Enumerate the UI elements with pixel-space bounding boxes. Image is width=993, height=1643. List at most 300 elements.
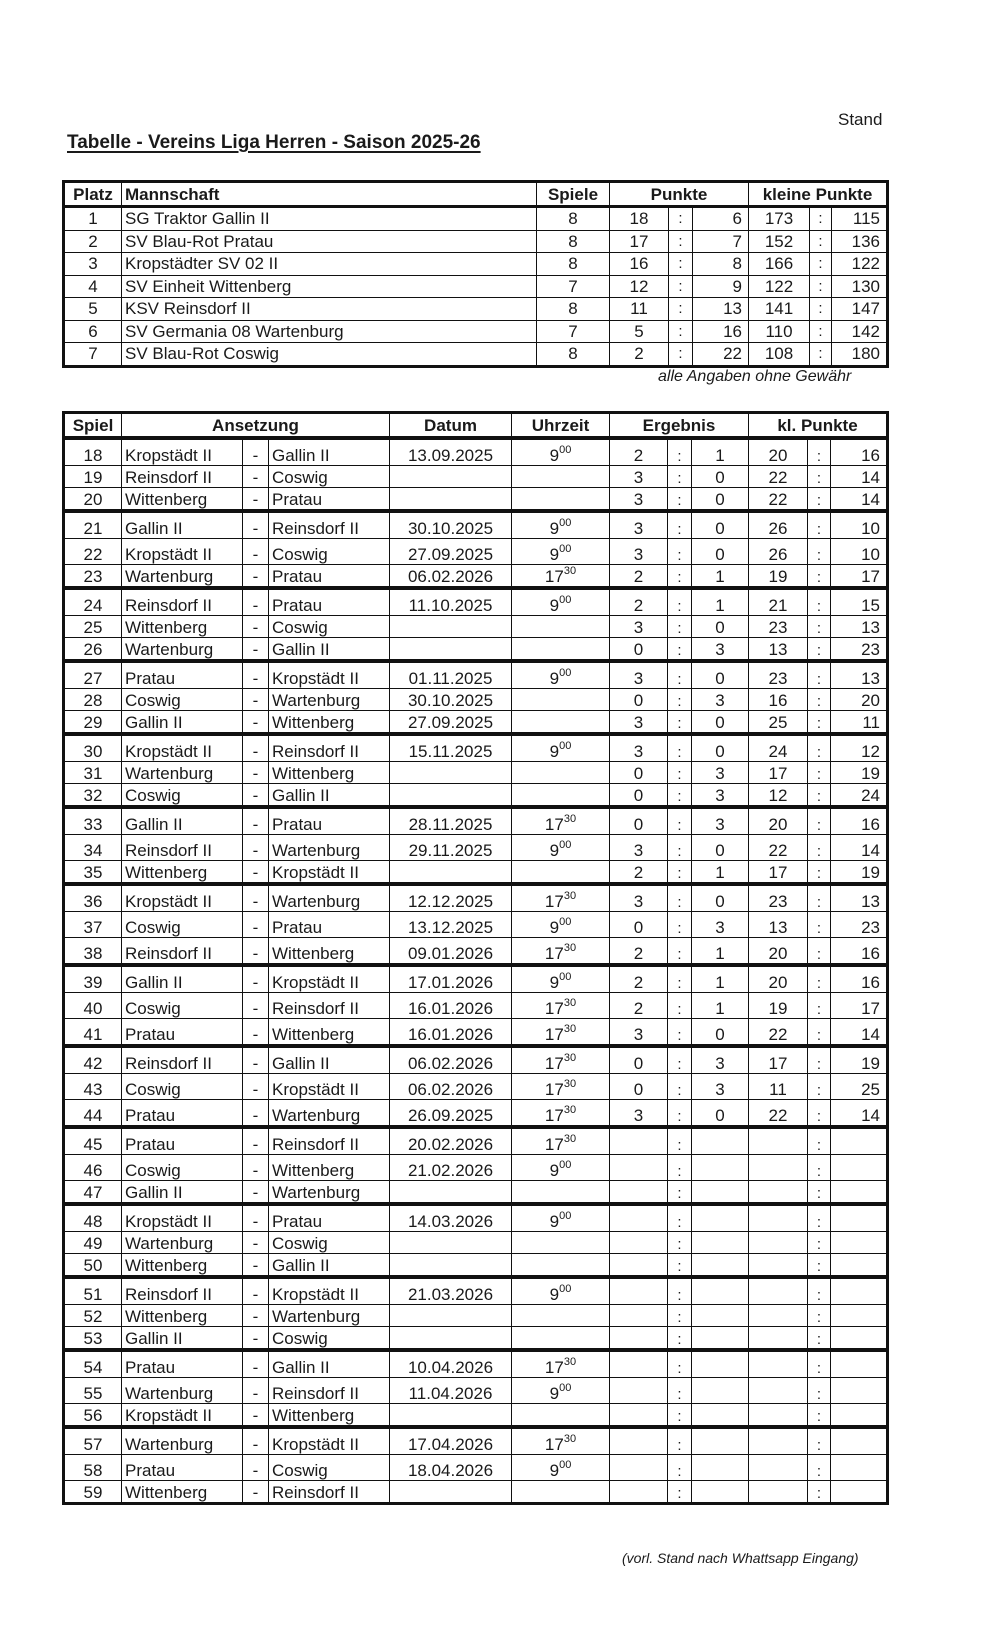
uhrzeit-minute: 30: [563, 1356, 577, 1368]
away-team-cell: Pratau: [269, 912, 390, 938]
spiel-nr-cell: 55: [64, 1378, 122, 1404]
datum-cell: 17.04.2026: [390, 1427, 512, 1455]
away-team-cell: Coswig: [269, 1455, 390, 1481]
home-team-cell: Wittenberg: [122, 861, 243, 885]
kl-punkte-colon: :: [808, 912, 831, 938]
kl-punkte-colon: :: [808, 1232, 831, 1254]
vs-dash: -: [243, 1204, 269, 1232]
kl-punkte-away-cell: [831, 1155, 888, 1181]
datum-cell: [390, 762, 512, 784]
uhrzeit-cell: [512, 711, 610, 735]
spiele-cell: 8: [537, 298, 610, 321]
kl-punkte-colon: :: [808, 993, 831, 1019]
vs-dash: -: [243, 1100, 269, 1128]
match-row: [64, 565, 888, 589]
uhrzeit-minute: 30: [563, 1023, 577, 1035]
kl-punkte-away-cell: 13: [831, 661, 888, 689]
kl-punkte-away-cell: [831, 1327, 888, 1351]
vs-dash: -: [243, 438, 269, 466]
ergebnis-away-cell: 1: [692, 938, 749, 966]
ergebnis-away-cell: [692, 1481, 749, 1504]
match-row: [64, 616, 888, 638]
uhrzeit-cell: [512, 1455, 610, 1481]
away-team-cell: Wartenburg: [269, 1100, 390, 1128]
uhrzeit-cell: [512, 1204, 610, 1232]
kleine-punkte-colon: :: [810, 343, 832, 367]
kl-punkte-away-cell: [831, 1378, 888, 1404]
away-team-cell: Pratau: [269, 488, 390, 512]
kl-punkte-home-cell: 19: [749, 993, 808, 1019]
uhrzeit-cell: [512, 511, 610, 539]
uhrzeit-minute: 00: [559, 839, 572, 851]
home-team-cell: Pratau: [122, 661, 243, 689]
kl-punkte-home-cell: [749, 1481, 808, 1504]
ergebnis-colon: :: [668, 1181, 692, 1205]
kl-punkte-home-cell: 25: [749, 711, 808, 735]
vs-dash: -: [243, 1254, 269, 1278]
ergebnis-away-cell: [692, 1232, 749, 1254]
ergebnis-home-cell: 3: [610, 884, 668, 912]
punkte-minus-cell: 22: [693, 343, 749, 367]
ergebnis-colon: :: [668, 861, 692, 885]
kleine-punkte-plus-cell: 110: [749, 320, 810, 343]
vs-dash: -: [243, 861, 269, 885]
kl-punkte-home-cell: [749, 1404, 808, 1428]
uhrzeit-minute: 00: [559, 594, 572, 606]
vs-dash: -: [243, 711, 269, 735]
uhrzeit-cell: [512, 1232, 610, 1254]
kl-punkte-home-cell: 21: [749, 588, 808, 616]
ergebnis-colon: :: [668, 1155, 692, 1181]
away-team-cell: Wittenberg: [269, 711, 390, 735]
kleine-punkte-minus-cell: 130: [832, 275, 888, 298]
kl-punkte-away-cell: 15: [831, 588, 888, 616]
ergebnis-colon: :: [668, 884, 692, 912]
kl-punkte-home-cell: [749, 1232, 808, 1254]
kl-punkte-colon: :: [808, 1327, 831, 1351]
kl-punkte-colon: :: [808, 616, 831, 638]
kl-punkte-home-cell: 24: [749, 734, 808, 762]
vs-dash: -: [243, 466, 269, 488]
away-team-cell: Wittenberg: [269, 1404, 390, 1428]
spiele-cell: 8: [537, 253, 610, 276]
uhrzeit-minute: 30: [563, 1133, 577, 1145]
kleine-punkte-minus-cell: 142: [832, 320, 888, 343]
kl-punkte-colon: :: [808, 1305, 831, 1327]
away-team-cell: Kropstädt II: [269, 661, 390, 689]
match-row: [64, 1254, 888, 1278]
kl-punkte-home-cell: [749, 1427, 808, 1455]
ergebnis-away-cell: [692, 1327, 749, 1351]
team-name-cell: Kropstädter SV 02 II: [122, 253, 537, 276]
spiel-nr-cell: 26: [64, 638, 122, 662]
uhrzeit-minute: 00: [559, 916, 572, 928]
match-row: [64, 784, 888, 808]
ergebnis-home-cell: 3: [610, 539, 668, 565]
kl-punkte-home-cell: 22: [749, 1019, 808, 1047]
spiel-nr-cell: 47: [64, 1181, 122, 1205]
datum-cell: 21.03.2026: [390, 1277, 512, 1305]
kl-punkte-away-cell: 20: [831, 689, 888, 711]
punkte-minus-cell: 6: [693, 207, 749, 231]
ergebnis-away-cell: 3: [692, 1074, 749, 1100]
match-row: [64, 861, 888, 885]
team-name-cell: KSV Reinsdorf II: [122, 298, 537, 321]
kl-punkte-away-cell: 16: [831, 438, 888, 466]
header-mannschaft: Mannschaft: [122, 182, 537, 207]
match-row: [64, 1427, 888, 1455]
kleine-punkte-minus-cell: 115: [832, 207, 888, 231]
header-kl-punkte: kl. Punkte: [749, 413, 888, 439]
away-team-cell: Wittenberg: [269, 1155, 390, 1181]
header-spiel: Spiel: [64, 413, 122, 439]
datum-cell: 11.10.2025: [390, 588, 512, 616]
ergebnis-away-cell: 1: [692, 965, 749, 993]
uhrzeit-cell: [512, 1254, 610, 1278]
vs-dash: -: [243, 1019, 269, 1047]
kl-punkte-home-cell: 12: [749, 784, 808, 808]
uhrzeit-hour: 17: [544, 892, 564, 911]
disclaimer: alle Angaben ohne Gewähr: [658, 368, 852, 385]
kleine-punkte-plus-cell: 152: [749, 230, 810, 253]
datum-cell: 12.12.2025: [390, 884, 512, 912]
spiele-cell: 7: [537, 320, 610, 343]
spiel-nr-cell: 51: [64, 1277, 122, 1305]
uhrzeit-hour: 9: [549, 1212, 560, 1231]
kl-punkte-colon: :: [808, 734, 831, 762]
punkte-plus-cell: 11: [610, 298, 669, 321]
away-team-cell: Gallin II: [269, 638, 390, 662]
uhrzeit-hour: 9: [549, 742, 560, 761]
home-team-cell: Gallin II: [122, 511, 243, 539]
ergebnis-away-cell: 0: [692, 1019, 749, 1047]
ergebnis-away-cell: 1: [692, 588, 749, 616]
kl-punkte-home-cell: 22: [749, 835, 808, 861]
kl-punkte-away-cell: 14: [831, 1100, 888, 1128]
spiel-nr-cell: 22: [64, 539, 122, 565]
spiel-nr-cell: 52: [64, 1305, 122, 1327]
uhrzeit-minute: 00: [559, 543, 572, 555]
uhrzeit-hour: 17: [544, 1135, 564, 1154]
match-row: [64, 993, 888, 1019]
ergebnis-colon: :: [668, 1378, 692, 1404]
spiel-nr-cell: 49: [64, 1232, 122, 1254]
uhrzeit-cell: [512, 965, 610, 993]
uhrzeit-hour: 17: [544, 1025, 564, 1044]
uhrzeit-minute: 00: [559, 971, 572, 983]
home-team-cell: Pratau: [122, 1100, 243, 1128]
uhrzeit-hour: 9: [549, 519, 560, 538]
ergebnis-away-cell: 0: [692, 1100, 749, 1128]
datum-cell: [390, 1254, 512, 1278]
kl-punkte-home-cell: 23: [749, 884, 808, 912]
ergebnis-away-cell: 0: [692, 661, 749, 689]
ergebnis-home-cell: [610, 1327, 668, 1351]
away-team-cell: Reinsdorf II: [269, 511, 390, 539]
spiele-cell: 8: [537, 230, 610, 253]
uhrzeit-minute: 30: [563, 997, 577, 1009]
kleine-punkte-minus-cell: 180: [832, 343, 888, 367]
datum-cell: 15.11.2025: [390, 734, 512, 762]
uhrzeit-hour: 9: [549, 973, 560, 992]
match-row: [64, 1181, 888, 1205]
uhrzeit-cell: [512, 1074, 610, 1100]
kleine-punkte-colon: :: [810, 320, 832, 343]
spiel-nr-cell: 18: [64, 438, 122, 466]
uhrzeit-minute: 30: [563, 1052, 577, 1064]
spiel-nr-cell: 50: [64, 1254, 122, 1278]
punkte-minus-cell: 13: [693, 298, 749, 321]
match-row: [64, 1204, 888, 1232]
away-team-cell: Wittenberg: [269, 938, 390, 966]
ergebnis-colon: :: [668, 511, 692, 539]
ergebnis-home-cell: [610, 1254, 668, 1278]
datum-cell: 13.09.2025: [390, 438, 512, 466]
kl-punkte-colon: :: [808, 661, 831, 689]
spiel-nr-cell: 27: [64, 661, 122, 689]
team-name-cell: SG Traktor Gallin II: [122, 207, 537, 231]
matches-table: [62, 411, 889, 1505]
away-team-cell: Wartenburg: [269, 884, 390, 912]
kl-punkte-colon: :: [808, 807, 831, 835]
home-team-cell: Wittenberg: [122, 488, 243, 512]
header-punkte: Punkte: [610, 182, 749, 207]
ergebnis-home-cell: 3: [610, 734, 668, 762]
spiel-nr-cell: 20: [64, 488, 122, 512]
ergebnis-home-cell: 3: [610, 711, 668, 735]
uhrzeit-cell: [512, 884, 610, 912]
uhrzeit-hour: 9: [549, 1161, 560, 1180]
ergebnis-colon: :: [668, 1404, 692, 1428]
kl-punkte-colon: :: [808, 1378, 831, 1404]
kl-punkte-away-cell: [831, 1455, 888, 1481]
kl-punkte-colon: :: [808, 1350, 831, 1378]
uhrzeit-cell: [512, 762, 610, 784]
ergebnis-away-cell: [692, 1277, 749, 1305]
kl-punkte-away-cell: [831, 1232, 888, 1254]
kl-punkte-away-cell: [831, 1127, 888, 1155]
away-team-cell: Gallin II: [269, 438, 390, 466]
ergebnis-colon: :: [668, 1427, 692, 1455]
ergebnis-colon: :: [668, 1254, 692, 1278]
home-team-cell: Reinsdorf II: [122, 588, 243, 616]
ergebnis-home-cell: 3: [610, 616, 668, 638]
kl-punkte-home-cell: [749, 1204, 808, 1232]
spiel-nr-cell: 37: [64, 912, 122, 938]
spiel-nr-cell: 25: [64, 616, 122, 638]
datum-cell: 01.11.2025: [390, 661, 512, 689]
ergebnis-home-cell: 3: [610, 661, 668, 689]
away-team-cell: Reinsdorf II: [269, 1378, 390, 1404]
away-team-cell: Reinsdorf II: [269, 1481, 390, 1504]
match-row: [64, 638, 888, 662]
team-name-cell: SV Germania 08 Wartenburg: [122, 320, 537, 343]
uhrzeit-cell: [512, 861, 610, 885]
kl-punkte-home-cell: [749, 1378, 808, 1404]
ergebnis-home-cell: 3: [610, 1019, 668, 1047]
kl-punkte-colon: :: [808, 1127, 831, 1155]
match-row: [64, 488, 888, 512]
datum-cell: 11.04.2026: [390, 1378, 512, 1404]
kl-punkte-away-cell: 25: [831, 1074, 888, 1100]
ergebnis-colon: :: [668, 1127, 692, 1155]
away-team-cell: Gallin II: [269, 1254, 390, 1278]
vs-dash: -: [243, 1350, 269, 1378]
punkte-colon: :: [669, 298, 693, 321]
datum-cell: 17.01.2026: [390, 965, 512, 993]
uhrzeit-minute: 00: [559, 1283, 572, 1295]
away-team-cell: Kropstädt II: [269, 1427, 390, 1455]
kl-punkte-away-cell: 14: [831, 466, 888, 488]
kl-punkte-home-cell: [749, 1127, 808, 1155]
spiel-nr-cell: 34: [64, 835, 122, 861]
kl-punkte-away-cell: [831, 1404, 888, 1428]
kl-punkte-away-cell: 19: [831, 861, 888, 885]
ergebnis-colon: :: [668, 1100, 692, 1128]
kl-punkte-away-cell: [831, 1254, 888, 1278]
home-team-cell: Reinsdorf II: [122, 1277, 243, 1305]
kl-punkte-colon: :: [808, 466, 831, 488]
kl-punkte-colon: :: [808, 784, 831, 808]
home-team-cell: Wartenburg: [122, 1232, 243, 1254]
kl-punkte-away-cell: 23: [831, 912, 888, 938]
ergebnis-colon: :: [668, 588, 692, 616]
home-team-cell: Coswig: [122, 1074, 243, 1100]
kl-punkte-colon: :: [808, 1254, 831, 1278]
ergebnis-colon: :: [668, 912, 692, 938]
kl-punkte-away-cell: 19: [831, 762, 888, 784]
datum-cell: 06.02.2026: [390, 1046, 512, 1074]
ergebnis-home-cell: 2: [610, 938, 668, 966]
datum-cell: 18.04.2026: [390, 1455, 512, 1481]
vs-dash: -: [243, 912, 269, 938]
kl-punkte-away-cell: 12: [831, 734, 888, 762]
uhrzeit-minute: 30: [563, 1078, 577, 1090]
spiel-nr-cell: 43: [64, 1074, 122, 1100]
ergebnis-away-cell: 3: [692, 762, 749, 784]
away-team-cell: Wartenburg: [269, 689, 390, 711]
ergebnis-home-cell: 3: [610, 488, 668, 512]
header-spiele: Spiele: [537, 182, 610, 207]
standings-row: [64, 320, 888, 343]
spiele-cell: 8: [537, 207, 610, 231]
vs-dash: -: [243, 1378, 269, 1404]
uhrzeit-hour: 9: [549, 545, 560, 564]
home-team-cell: Coswig: [122, 784, 243, 808]
home-team-cell: Kropstädt II: [122, 1204, 243, 1232]
ergebnis-colon: :: [668, 1232, 692, 1254]
datum-cell: [390, 466, 512, 488]
spiel-nr-cell: 29: [64, 711, 122, 735]
home-team-cell: Pratau: [122, 1350, 243, 1378]
kl-punkte-home-cell: [749, 1305, 808, 1327]
spiel-nr-cell: 57: [64, 1427, 122, 1455]
uhrzeit-cell: [512, 938, 610, 966]
kl-punkte-colon: :: [808, 1074, 831, 1100]
header-platz: Platz: [64, 182, 122, 207]
uhrzeit-minute: 30: [563, 565, 577, 577]
away-team-cell: Wartenburg: [269, 1305, 390, 1327]
vs-dash: -: [243, 965, 269, 993]
kl-punkte-colon: :: [808, 638, 831, 662]
spiel-nr-cell: 59: [64, 1481, 122, 1504]
ergebnis-home-cell: [610, 1455, 668, 1481]
standings-row: [64, 298, 888, 321]
ergebnis-colon: :: [668, 1305, 692, 1327]
ergebnis-home-cell: [610, 1204, 668, 1232]
uhrzeit-cell: [512, 466, 610, 488]
team-name-cell: SV Einheit Wittenberg: [122, 275, 537, 298]
match-row: [64, 1100, 888, 1128]
home-team-cell: Wartenburg: [122, 565, 243, 589]
kl-punkte-home-cell: 20: [749, 938, 808, 966]
kl-punkte-colon: :: [808, 1455, 831, 1481]
vs-dash: -: [243, 511, 269, 539]
uhrzeit-cell: [512, 661, 610, 689]
vs-dash: -: [243, 565, 269, 589]
spiel-nr-cell: 58: [64, 1455, 122, 1481]
uhrzeit-minute: 00: [559, 1210, 572, 1222]
match-row: [64, 734, 888, 762]
ergebnis-colon: :: [668, 711, 692, 735]
platz-cell: 2: [64, 230, 122, 253]
away-team-cell: Pratau: [269, 1204, 390, 1232]
vs-dash: -: [243, 1232, 269, 1254]
kl-punkte-home-cell: [749, 1455, 808, 1481]
punkte-minus-cell: 7: [693, 230, 749, 253]
standings-row: [64, 253, 888, 276]
match-row: [64, 711, 888, 735]
ergebnis-home-cell: 0: [610, 638, 668, 662]
ergebnis-colon: :: [668, 539, 692, 565]
ergebnis-away-cell: 1: [692, 861, 749, 885]
uhrzeit-minute: 00: [559, 444, 572, 456]
ergebnis-colon: :: [668, 466, 692, 488]
datum-cell: 10.04.2026: [390, 1350, 512, 1378]
uhrzeit-hour: 17: [544, 1080, 564, 1099]
platz-cell: 7: [64, 343, 122, 367]
ergebnis-colon: :: [668, 438, 692, 466]
match-row: [64, 1305, 888, 1327]
ergebnis-colon: :: [668, 762, 692, 784]
ergebnis-home-cell: 2: [610, 993, 668, 1019]
ergebnis-home-cell: 0: [610, 912, 668, 938]
kl-punkte-home-cell: 26: [749, 539, 808, 565]
team-name-cell: SV Blau-Rot Coswig: [122, 343, 537, 367]
spiel-nr-cell: 41: [64, 1019, 122, 1047]
standings-header-row: [64, 182, 888, 207]
vs-dash: -: [243, 734, 269, 762]
home-team-cell: Wittenberg: [122, 616, 243, 638]
ergebnis-colon: :: [668, 661, 692, 689]
kl-punkte-colon: :: [808, 835, 831, 861]
spiel-nr-cell: 46: [64, 1155, 122, 1181]
away-team-cell: Wittenberg: [269, 762, 390, 784]
kl-punkte-away-cell: 17: [831, 565, 888, 589]
home-team-cell: Reinsdorf II: [122, 1046, 243, 1074]
uhrzeit-hour: 9: [549, 1285, 560, 1304]
kl-punkte-away-cell: 10: [831, 539, 888, 565]
uhrzeit-cell: [512, 565, 610, 589]
kl-punkte-home-cell: [749, 1155, 808, 1181]
match-row: [64, 1455, 888, 1481]
ergebnis-colon: :: [668, 638, 692, 662]
kl-punkte-colon: :: [808, 1181, 831, 1205]
vs-dash: -: [243, 1327, 269, 1351]
punkte-plus-cell: 16: [610, 253, 669, 276]
away-team-cell: Wittenberg: [269, 1019, 390, 1047]
spiel-nr-cell: 45: [64, 1127, 122, 1155]
